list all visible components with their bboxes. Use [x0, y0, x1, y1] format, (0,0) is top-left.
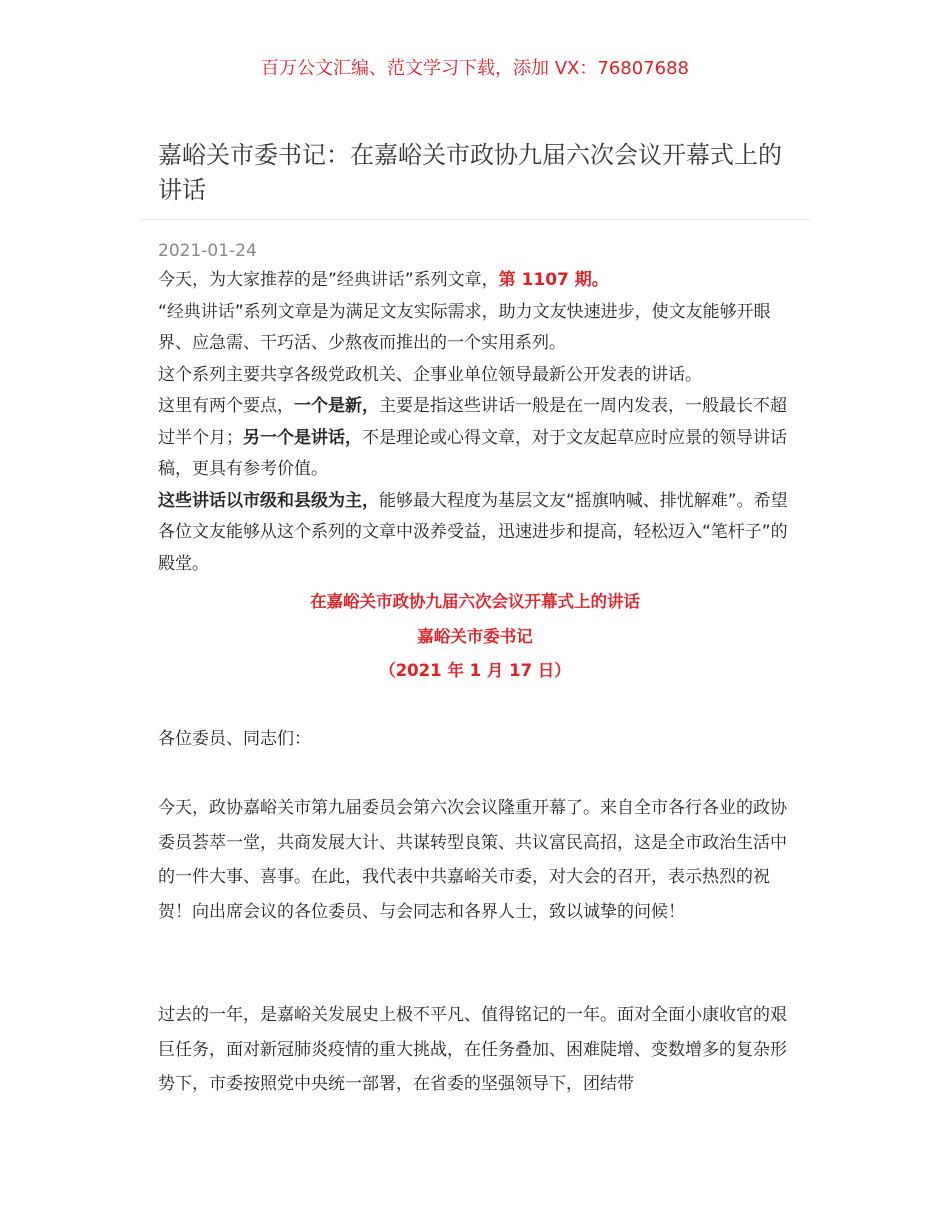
- speech-speaker: 嘉峪关市委书记: [417, 626, 533, 646]
- intro-text: 不是理论或心得文章，对于文友起草应时应景的领导讲话稿，更具有参考价值。: [158, 427, 787, 479]
- intro-text: 这里有两个要点，: [158, 396, 294, 416]
- quote-mark: “: [158, 301, 167, 322]
- key-point: 另一个是讲话，: [243, 427, 362, 448]
- title-divider: [140, 219, 810, 220]
- intro-paragraph: [158, 297, 794, 360]
- article-title: 嘉峪关市委书记：在嘉峪关市政协九届六次会议开幕式上的讲话: [158, 141, 782, 204]
- promo-banner: 百万公文汇编、范文学习下载，添加 VX：76807688: [261, 58, 689, 79]
- speech-salutation: 各位委员、同志们：: [158, 729, 311, 749]
- speech-paragraph: 过去的一年，是嘉峪关发展史上极不平凡、值得铭记的一年。面对全面小康收官的艰巨任务，面对新冠肺炎疫情的重大挑战，在任务叠加、困难陡增、变数增多的复杂形势下，市委按照党中央统一部署，在省委的坚强领导下，团结带: [158, 1005, 787, 1094]
- intro-paragraph: [158, 265, 794, 297]
- series-name: 经典讲话: [166, 301, 235, 322]
- key-point: 这些讲话以市级和县级为主，: [158, 490, 379, 511]
- key-point: 一个是新，: [294, 396, 379, 416]
- speech-paragraph: 今天，政协嘉峪关市第九届委员会第六次会议隆重开幕了。来自全市各行各业的政协委员荟萃一堂，共商发展大计、共谋转型良策、共议富民高招，这是全市政治生活中的一件大事、喜事。在此，我代表中共嘉峪关市委，对大会的召开，表示热烈的祝贺！向出席会议的各位委员、与会同志和各界人士，致以诚挚的问候！: [158, 798, 787, 922]
- intro-paragraph: [158, 486, 794, 581]
- intro-paragraph: [158, 391, 794, 486]
- speech-date: （2021 年 1 月 17 日）: [379, 661, 571, 680]
- intro-text: ”系列文章是为满足文友实际需求，助力文友快速进步，使文友能够开眼界、应急需、干巧活、少熬夜而推出的一个实用系列。: [158, 301, 771, 353]
- intro-text: 能够最大程度为基层文友“摇旗呐喊、排忧解难”。希望各位文友能够从这个系列的文章中汲养受益，迅速进步和提高，轻松迈入“笔杆子”的殿堂。: [158, 490, 788, 574]
- issue-number: 第 1107 期。: [498, 270, 609, 290]
- series-name: 经典讲话: [336, 270, 405, 290]
- intro-text: ”系列文章，: [404, 270, 499, 290]
- series-intro: [158, 265, 794, 580]
- intro-text: 主要是指这些讲话一般是在一周内发表，一般最长不超过半个月；: [158, 396, 787, 448]
- speech-title: 在嘉峪关市政协九届六次会议开幕式上的讲话: [310, 592, 640, 611]
- article-date: 2021-01-24: [158, 241, 257, 261]
- speech-heading-block: [0, 585, 950, 689]
- intro-text: 今天，为大家推荐的是”: [158, 270, 337, 290]
- intro-paragraph: 这个系列主要共享各级党政机关、企事业单位领导最新公开发表的讲话。: [158, 364, 702, 385]
